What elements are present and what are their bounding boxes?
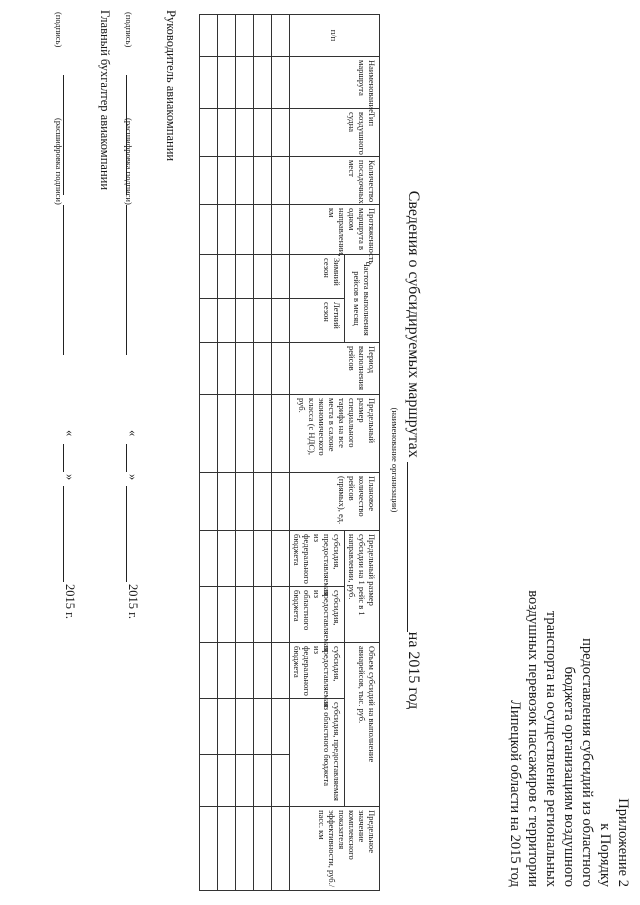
table-cell[interactable] (254, 109, 272, 157)
table-cell[interactable] (200, 699, 218, 755)
table-cell[interactable] (200, 205, 218, 255)
table-cell[interactable] (236, 15, 254, 57)
form-title-prefix: Сведения о субсидируемых маршрутах (405, 190, 422, 458)
table-cell[interactable] (236, 157, 254, 205)
col-header-indicator: Предельное значение комплексного показателя эффективности, руб./пасс. км (290, 807, 380, 891)
table-cell[interactable] (200, 531, 218, 587)
routes-table (199, 14, 380, 891)
table-cell[interactable] (200, 299, 218, 343)
table-cell[interactable] (218, 755, 236, 807)
table-cell[interactable] (272, 57, 290, 109)
table-cell[interactable] (218, 643, 236, 699)
table-cell[interactable] (272, 15, 290, 57)
table-cell[interactable] (236, 255, 254, 299)
table-cell[interactable] (254, 473, 272, 531)
table-cell[interactable] (272, 807, 290, 891)
accountant-quote-open: « (63, 430, 77, 437)
table-cell[interactable] (254, 205, 272, 255)
col-header-volume-regional: субсидия, предоставляемая из областного бюджета (290, 699, 345, 807)
table-cell[interactable] (254, 15, 272, 57)
col-header-limit-per-flight: Предельный размер субсидии на 1 рейс в 1 направлении, руб. (345, 531, 380, 643)
table-cell[interactable] (218, 157, 236, 205)
table-cell[interactable] (218, 395, 236, 473)
head-year: 2015 г. (126, 584, 140, 619)
organization-name-field[interactable] (407, 462, 422, 632)
col-header-num: п/п (290, 15, 380, 57)
table-cell[interactable] (272, 299, 290, 343)
col-header-max-fare: Предельный размер специального тарифа на все места в салоне экономического класса (с НДС), руб. (290, 395, 380, 473)
table-cell[interactable] (254, 57, 272, 109)
appendix-line: воздушных перевозок пассажиров с территории (525, 590, 541, 887)
col-header-limit-federal: субсидия, предоставляемая из федерального бюджета (290, 531, 345, 587)
table-row (218, 15, 236, 891)
table-cell[interactable] (200, 15, 218, 57)
table-cell[interactable] (272, 755, 290, 807)
table-cell[interactable] (200, 643, 218, 699)
table-cell[interactable] (254, 755, 272, 807)
table-cell[interactable] (236, 395, 254, 473)
table-cell[interactable] (200, 343, 218, 395)
accountant-signature-label: (подпись) (54, 12, 64, 48)
accountant-day-line[interactable] (63, 444, 64, 472)
table-cell[interactable] (254, 157, 272, 205)
table-row (254, 15, 272, 891)
table-cell[interactable] (272, 473, 290, 531)
appendix-line: транспорта на осуществление региональных (543, 610, 559, 887)
accountant-decode-label: (расшифровка подписи) (54, 118, 64, 205)
table-cell[interactable] (218, 699, 236, 755)
table-cell[interactable] (200, 587, 218, 643)
table-cell[interactable] (272, 699, 290, 755)
head-decode-label: (расшифровка подписи) (124, 118, 134, 205)
table-cell[interactable] (254, 643, 272, 699)
table-cell[interactable] (236, 699, 254, 755)
table-cell[interactable] (236, 473, 254, 531)
head-title: Руководитель авиакомпании (164, 10, 178, 162)
table-cell[interactable] (272, 109, 290, 157)
accountant-decode-line[interactable] (63, 205, 64, 355)
col-header-planned-flights: Плановое количество рейсов (прямых), ед. (290, 473, 380, 531)
table-cell[interactable] (236, 807, 254, 891)
table-cell[interactable] (236, 643, 254, 699)
appendix-line: бюджета организациям воздушного (561, 666, 577, 887)
table-cell[interactable] (200, 109, 218, 157)
accountant-quote-close: » (63, 474, 77, 481)
table-cell[interactable] (254, 699, 272, 755)
form-title (404, 100, 422, 800)
table-cell[interactable] (200, 473, 218, 531)
col-header-seats: Количество посадочных мест (290, 157, 380, 205)
col-header-period: Период выполнения рейсов (290, 343, 380, 395)
table-cell[interactable] (218, 531, 236, 587)
accountant-month-line[interactable] (63, 486, 64, 582)
table-cell[interactable] (218, 15, 236, 57)
table-cell[interactable] (218, 255, 236, 299)
head-month-line[interactable] (126, 486, 127, 582)
table-row (236, 15, 254, 891)
table-cell[interactable] (236, 299, 254, 343)
table-cell[interactable] (218, 205, 236, 255)
table-cell[interactable] (218, 343, 236, 395)
table-cell[interactable] (236, 205, 254, 255)
table-cell[interactable] (200, 807, 218, 891)
table-cell[interactable] (218, 57, 236, 109)
col-header-length: Протяженность маршрута в одном направлении, км (290, 205, 380, 255)
table-cell[interactable] (200, 57, 218, 109)
table-cell[interactable] (254, 395, 272, 473)
table-cell[interactable] (254, 299, 272, 343)
table-cell[interactable] (218, 807, 236, 891)
table-cell[interactable] (254, 343, 272, 395)
col-header-aircraft-type: Тип воздушного судна (290, 109, 380, 157)
col-header-volume: Объем субсидий на выполнение авиарейсов, тыс. руб. (345, 643, 380, 807)
table-cell[interactable] (200, 157, 218, 205)
table-cell[interactable] (218, 299, 236, 343)
table-cell[interactable] (218, 109, 236, 157)
head-day-line[interactable] (126, 444, 127, 472)
table-cell[interactable] (272, 531, 290, 587)
table-cell[interactable] (236, 587, 254, 643)
appendix-line: Липецкой области на 2015 год (507, 700, 523, 887)
accountant-year: 2015 г. (63, 584, 77, 619)
col-header-limit-regional: субсидия, предоставляемая из областного бюджета (290, 587, 345, 643)
table-cell[interactable] (254, 807, 272, 891)
organization-name-caption: (наименование организации) (390, 407, 400, 513)
appendix-line: Приложение 2 (615, 798, 631, 887)
routes-table-body (200, 15, 290, 891)
form-title-suffix: на 2015 год (405, 631, 422, 710)
table-cell[interactable] (272, 587, 290, 643)
col-header-frequency-winter: Зимний сезон (290, 255, 345, 299)
appendix-line: предоставления субсидий из областного (579, 638, 595, 887)
table-cell[interactable] (236, 531, 254, 587)
table-cell[interactable] (200, 755, 218, 807)
head-decode-line[interactable] (126, 205, 127, 355)
col-header-frequency: Частота выполнения рейсов в месяц (345, 255, 380, 343)
table-cell[interactable] (254, 587, 272, 643)
table-cell[interactable] (272, 643, 290, 699)
table-cell[interactable] (272, 395, 290, 473)
head-quote-close: » (126, 474, 140, 481)
table-row (272, 15, 290, 891)
table-cell[interactable] (254, 255, 272, 299)
table-cell[interactable] (254, 531, 272, 587)
table-cell[interactable] (272, 205, 290, 255)
table-cell[interactable] (272, 157, 290, 205)
table-cell[interactable] (236, 57, 254, 109)
table-cell[interactable] (200, 255, 218, 299)
head-signature-label: (подпись) (124, 12, 134, 48)
table-row (200, 15, 218, 891)
table-cell[interactable] (200, 395, 218, 473)
appendix-line: к Порядку (597, 823, 613, 887)
table-cell[interactable] (236, 343, 254, 395)
table-cell[interactable] (218, 587, 236, 643)
col-header-frequency-summer: Летний сезон (290, 299, 345, 343)
table-cell[interactable] (272, 343, 290, 395)
head-quote-open: « (126, 430, 140, 437)
col-header-volume-federal: субсидия, предоставляемая из федерального бюджета (290, 643, 345, 699)
col-header-route-name: Наименование маршрута (290, 57, 380, 109)
table-cell[interactable] (218, 473, 236, 531)
appendix-header (506, 467, 632, 887)
accountant-title: Главный бухгалтер авиакомпании (98, 10, 112, 191)
table-cell[interactable] (236, 755, 254, 807)
table-cell[interactable] (236, 109, 254, 157)
table-cell[interactable] (272, 255, 290, 299)
